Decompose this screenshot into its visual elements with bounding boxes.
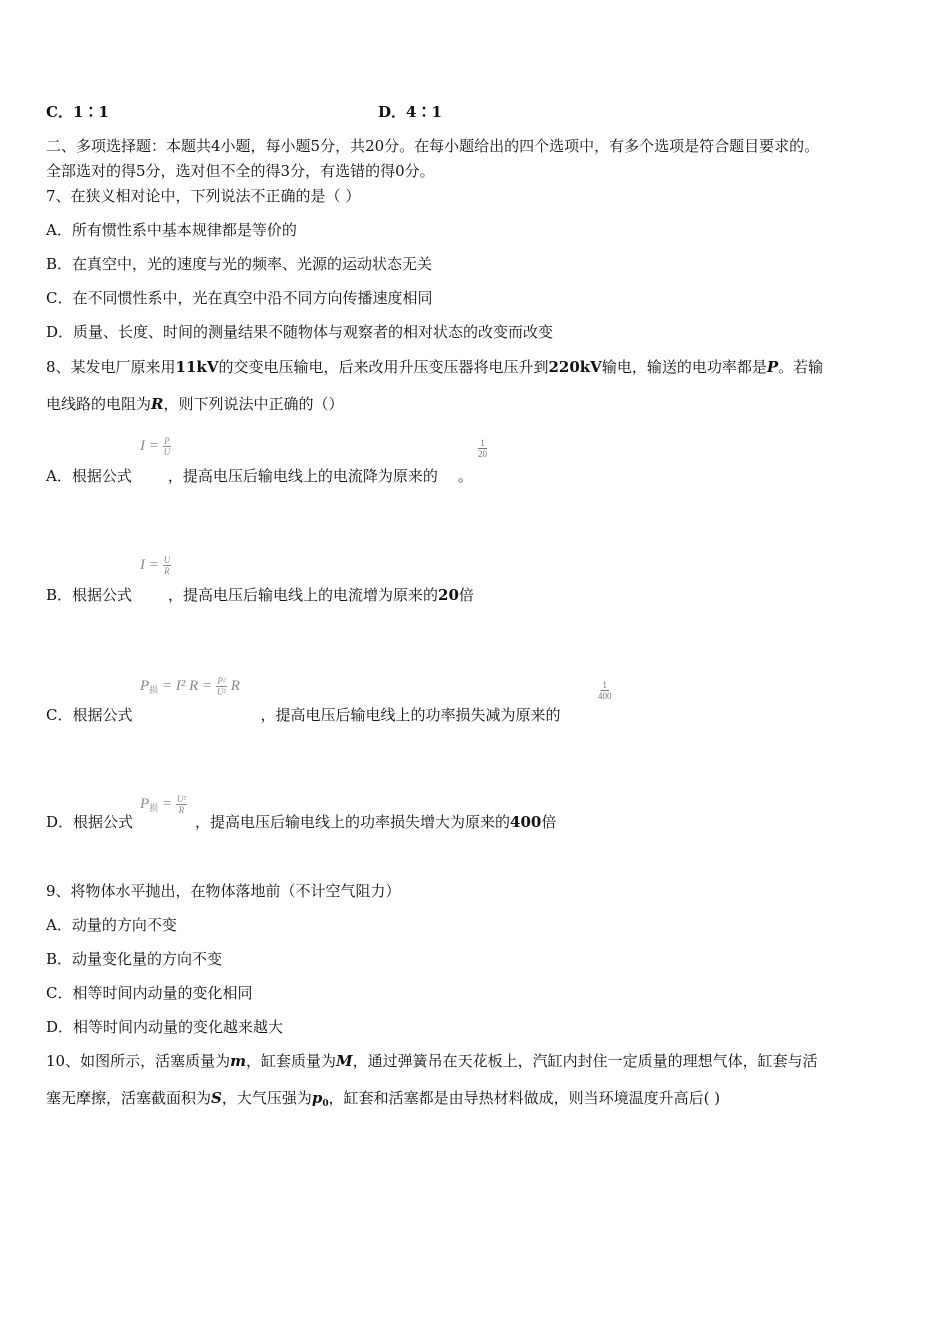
q9-option-c: C．相等时间内动量的变化相同 [46,984,253,1002]
q8-option-a: A．根据公式 ，提高电压后输电线上的电流降为原来的 。 [46,467,473,485]
section2-heading-line1: 二、多项选择题：本题共4小题，每小题5分，共20分。在每小题给出的四个选项中，有多个选项是符合题目要求的。 [46,137,820,155]
q9-option-d: D．相等时间内动量的变化越来越大 [46,1018,284,1036]
q8-stem-line1: 8、某发电厂原来用11kV的交变电压输电，后来改用升压变压器将电压升到220kV输电，输送的电功率都是P。若输 [46,358,824,376]
q9-option-b: B．动量变化量的方向不变 [46,950,223,968]
q6-option-c: C．1∶1 [46,103,109,121]
q8-b-formula: I = $\frac{U}{R}$ [140,555,171,576]
q8-a-formula: I = $\frac{P}{U}$ [140,436,171,457]
q8-option-d: D．根据公式 ，提高电压后输电线上的功率损失增大为原来的400倍 [46,813,557,831]
q10-stem-line2: 塞无摩擦，活塞截面积为S，大气压强为$p_0$，缸套和活塞都是由导热材料做成，则当环境温度升高后( ) [46,1089,721,1109]
section2-heading-line2: 全部选对的得5分，选对但不全的得3分，有选错的得0分。 [46,162,435,180]
q7-option-c: C．在不同惯性系中，光在真空中沿不同方向传播速度相同 [46,289,433,307]
q8-option-c: C．根据公式 ，提高电压后输电线上的功率损失减为原来的 [46,706,561,724]
q7-option-a: A．所有惯性系中基本规律都是等价的 [46,221,297,239]
q9-option-a: A．动量的方向不变 [46,916,177,934]
q8-option-b: B．根据公式 ，提高电压后输电线上的电流增为原来的20倍 [46,586,474,604]
q10-stem-line1: 10、如图所示，活塞质量为m，缸套质量为M，通过弹簧吊在天花板上，汽缸内封住一定质量的理想气体，缸套与活 [46,1052,818,1070]
q7-stem: 7、在狭义相对论中，下列说法不正确的是（ ） [46,187,361,205]
q7-option-d: D．质量、长度、时间的测量结果不随物体与观察者的相对状态的改变而改变 [46,323,554,341]
q6-option-d: D．4∶1 [378,103,442,121]
q7-option-b: B．在真空中，光的速度与光的频率、光源的运动状态无关 [46,255,433,273]
q8-d-formula: $P_损$ = $\frac{\text{U²}}{R}$ [140,794,187,815]
q8-c-fraction: 1 400 [598,680,612,701]
q8-stem-line2: 电线路的电阻为R，则下列说法中正确的（） [46,395,344,413]
q9-stem: 9、将物体水平抛出，在物体落地前（不计空气阻力） [46,882,401,900]
q8-c-formula: $P_损 = I^2$ R = $\frac{\text{P²}}{\text{U²}}$ R [140,676,240,697]
q8-a-fraction: 1 20 [478,438,487,459]
